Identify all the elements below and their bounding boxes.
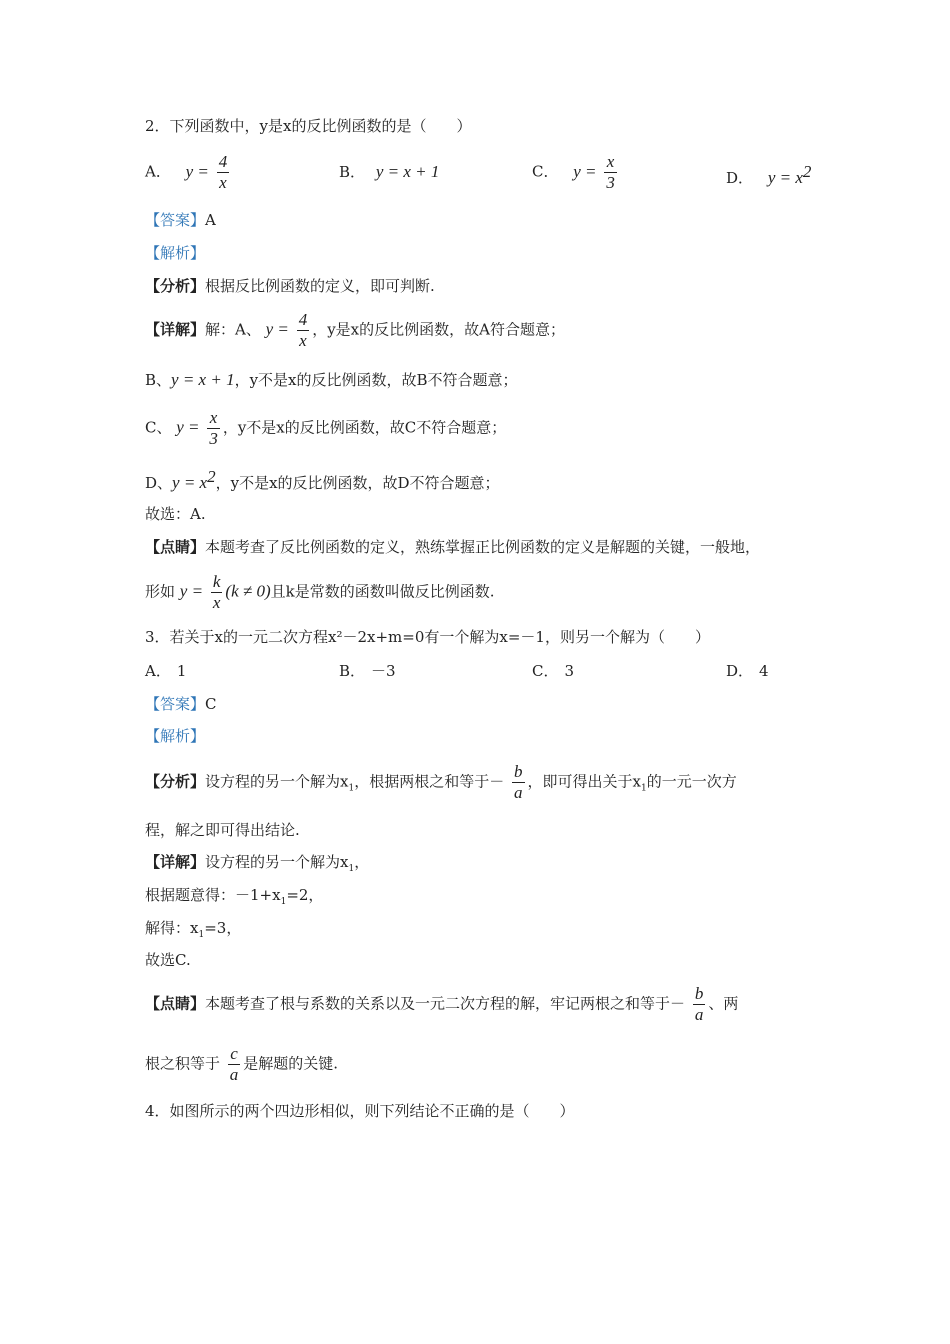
q2-detail-b: B、y = x + 1，y不是x的反比例函数，故B不符合题意； [145, 370, 518, 389]
q2-analysis-tag: 【解析】 [145, 244, 206, 262]
q3-fenxi-line2: 程，解之即可得出结论. [145, 821, 300, 839]
q3-analysis-tag: 【解析】 [145, 727, 206, 745]
q3-fenxi: 【分析】设方程的另一个解为$x_1$，根据两根之和等于－ $\frac{b}{a}$ ，即可得出关于$x_1$的一元一次方 [145, 762, 737, 802]
q2-comment: 【点睛】本题考查了反比例函数的定义，熟练掌握正比例函数的定义是解题的关键，一般地， [145, 538, 761, 556]
q3-option-b: B． －3 [339, 662, 396, 680]
q2-answer: 【答案】A [145, 211, 216, 229]
q3-answer: 【答案】C [145, 695, 217, 713]
q3-comment: 【点睛】本题考查了根与系数的关系以及一元二次方程的解，牢记两根之和等于－ $\frac{b}{a}$ 、两 [145, 984, 739, 1024]
q2-option-c: C． y = $\frac{x}{3}$ [532, 152, 615, 192]
q3-detail-2: 根据题意得：$-1+x_1=2$， [145, 886, 324, 907]
q2-detail-c: C、 y = $\frac{x}{3}$ ，y不是x的反比例函数，故C不符合题意； [145, 408, 507, 448]
q3-option-a: A． 1 [145, 662, 187, 680]
q3-option-d: D． 4 [726, 662, 769, 680]
q3-choose: 故选C. [145, 951, 191, 969]
q3-option-c: C． 3 [532, 662, 575, 680]
q2-detail-a: 【详解】解：A、 y = $\frac{4}{x}$ ，y是x的反比例函数，故A符合题意； [145, 310, 565, 350]
q2-option-d: D． $y = x^2$ [726, 162, 812, 187]
q3-detail-1: 【详解】设方程的另一个解为$x_1$， [145, 853, 370, 874]
q2-choose: 故选：A. [145, 505, 206, 523]
q3-comment-line2: 根之积等于 $\frac{c}{a}$ 是解题的关键. [145, 1044, 339, 1084]
q4-question: 4．如图所示的两个四边形相似，则下列结论不正确的是（ ） [145, 1102, 575, 1120]
q2-option-a: A． y = $\frac{4}{x}$ [145, 152, 228, 192]
q2-detail-d: D、$y = x^2$，y不是x的反比例函数，故D不符合题意； [145, 467, 500, 492]
q2-comment-line2: 形如 y = $\frac{k}{x}$ (k ≠ 0)且k是常数的函数叫做反比例函数. [145, 572, 495, 612]
q3-question: 3．若关于x的一元二次方程x²－2x+m=0有一个解为x=－1，则另一个解为（ ） [145, 628, 710, 646]
q2-option-b: B． y = x + 1 [339, 162, 440, 181]
q2-question: 2．下列函数中，y是x的反比例函数的是（ ） [145, 117, 472, 135]
q2-fenxi: 【分析】根据反比例函数的定义，即可判断. [145, 277, 435, 295]
q3-detail-3: 解得：$x_1=3$， [145, 919, 242, 940]
